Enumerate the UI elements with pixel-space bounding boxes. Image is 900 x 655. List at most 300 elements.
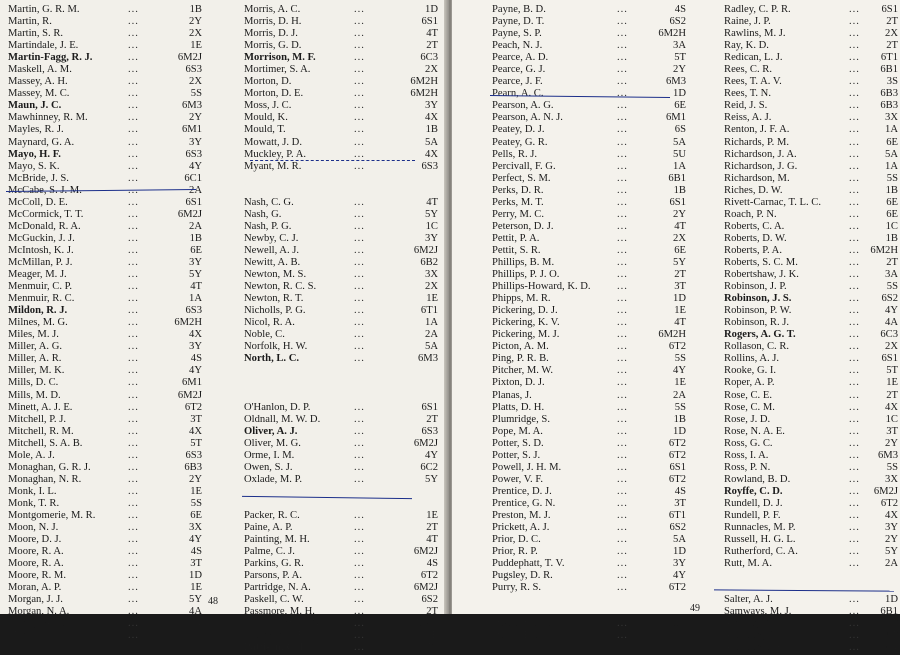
entry-code: 2A bbox=[673, 389, 686, 401]
entry-code: 5S bbox=[190, 88, 202, 100]
dot-leader: ... bbox=[617, 425, 628, 437]
entry-code: 5A bbox=[673, 534, 686, 546]
dot-leader: ... bbox=[617, 124, 628, 136]
entry-code: 5S bbox=[886, 172, 898, 184]
entry-name: Rose, N. A. E. bbox=[724, 425, 785, 437]
dot-leader: ... bbox=[849, 329, 860, 341]
dot-leader: ... bbox=[617, 449, 628, 461]
entry-name: Montgomerie, M. R. bbox=[8, 509, 96, 521]
entry-code: 5Y bbox=[425, 208, 438, 220]
entry-name: Oliver, A. J. bbox=[244, 425, 298, 437]
entry-name: Mildon, R. J. bbox=[8, 305, 68, 317]
dot-leader: ... bbox=[128, 522, 139, 534]
dot-leader: ... bbox=[128, 485, 139, 497]
dot-leader: ... bbox=[128, 618, 139, 630]
dot-leader: ... bbox=[617, 497, 628, 509]
dot-leader: ... bbox=[128, 281, 139, 293]
dot-leader: ... bbox=[849, 341, 860, 353]
entry-code: 4T bbox=[426, 28, 438, 40]
dot-leader: ... bbox=[128, 88, 139, 100]
entry-name: Phillips, P. J. O. bbox=[492, 269, 560, 281]
dot-leader: ... bbox=[354, 606, 365, 618]
dot-leader: ... bbox=[128, 269, 139, 281]
dot-leader: ... bbox=[128, 172, 139, 184]
entry-name: Richards, P. M. bbox=[724, 136, 790, 148]
dot-leader: ... bbox=[354, 329, 365, 341]
entry-code: 4S bbox=[190, 546, 202, 558]
entry-code: 6M3 bbox=[665, 76, 686, 88]
entry-code: 2Y bbox=[885, 534, 898, 546]
entry-code: 6B1 bbox=[880, 64, 898, 76]
entry-code: 6T2 bbox=[668, 341, 686, 353]
entry-code: 5A bbox=[673, 136, 686, 148]
entry-name: Pettit, P. A. bbox=[492, 232, 540, 244]
entry-name: Rees, T. A. V. bbox=[724, 76, 782, 88]
entry-name: O'Hanlon, D. P. bbox=[244, 401, 311, 413]
entry-code: 3A bbox=[673, 40, 686, 52]
entry-name: Nash, P. G. bbox=[244, 220, 292, 232]
entry-code: 5T bbox=[886, 630, 898, 642]
entry-code: 1D bbox=[885, 594, 898, 606]
entry-code: 5U bbox=[673, 618, 686, 630]
entry-code: 2A bbox=[425, 329, 438, 341]
entry-code: 1E bbox=[674, 377, 686, 389]
entry-name: Rawlins, M. J. bbox=[724, 28, 786, 40]
dot-leader: ... bbox=[128, 305, 139, 317]
entry-code: 6M1 bbox=[181, 124, 202, 136]
entry-code: 6S2 bbox=[669, 16, 686, 28]
entry-name: Rooke, G. I. bbox=[724, 365, 777, 377]
entry-name: Pearn, A. C. bbox=[492, 88, 544, 100]
dot-leader: ... bbox=[354, 509, 365, 521]
entry-code: 3Y bbox=[189, 136, 202, 148]
entry-code: 2A bbox=[885, 558, 898, 570]
dot-leader: ... bbox=[354, 40, 365, 52]
dot-leader: ... bbox=[617, 184, 628, 196]
entry-name: Rose, C. E. bbox=[724, 389, 772, 401]
dot-leader: ... bbox=[617, 4, 628, 15]
entry-code: 4S bbox=[426, 558, 438, 570]
entry-code: 5Y bbox=[189, 269, 202, 281]
entry-code: 6M3 bbox=[417, 353, 438, 365]
entry-name: Rogers, A. G. T. bbox=[724, 329, 796, 341]
dot-leader: ... bbox=[128, 353, 139, 365]
dot-leader: ... bbox=[354, 16, 365, 28]
entry-name: McCormick, T. T. bbox=[8, 208, 84, 220]
dot-leader: ... bbox=[354, 401, 365, 413]
entry-name: Mowatt, J. D. bbox=[244, 136, 302, 148]
entry-code: 1E bbox=[886, 377, 898, 389]
dot-leader: ... bbox=[128, 461, 139, 473]
dot-leader: ... bbox=[849, 413, 860, 425]
dot-leader: ... bbox=[617, 437, 628, 449]
entry-code: 4T bbox=[190, 281, 202, 293]
dot-leader: ... bbox=[617, 293, 628, 305]
entry-name: Massey, A. H. bbox=[8, 76, 68, 88]
entry-name: Pope, M. A. bbox=[492, 425, 543, 437]
entry-code: 4T bbox=[426, 196, 438, 208]
entry-code: 1B bbox=[189, 4, 202, 15]
entry-name: Rollins, A. J. bbox=[724, 353, 780, 365]
entry-code: 6S1 bbox=[669, 196, 686, 208]
entry-code: 6M2H bbox=[410, 76, 438, 88]
entry-name: Rees, T. N. bbox=[724, 88, 771, 100]
entry-code: 2Y bbox=[189, 16, 202, 28]
entry-name: Mitchell, S. A. B. bbox=[8, 437, 83, 449]
entry-code: 3T bbox=[674, 281, 686, 293]
entry-code: 1A bbox=[189, 293, 202, 305]
entry-code: 4Y bbox=[189, 534, 202, 546]
entry-code: 6M2H bbox=[870, 244, 898, 256]
entry-code: 2X bbox=[885, 341, 898, 353]
entry-code: 3X bbox=[885, 112, 898, 124]
entry-name: Samways, M. J. bbox=[724, 606, 792, 618]
entry-code: 1D bbox=[673, 546, 686, 558]
dot-leader: ... bbox=[128, 329, 139, 341]
dot-leader: ... bbox=[617, 64, 628, 76]
entry-name: Purry, R. S. bbox=[492, 582, 542, 594]
entry-name: Monk, T. R. bbox=[8, 497, 60, 509]
entry-code: 6C2 bbox=[420, 461, 438, 473]
entry-name: Oxlade, M. P. bbox=[244, 473, 302, 485]
dot-leader: ... bbox=[354, 28, 365, 40]
dot-leader: ... bbox=[849, 630, 860, 642]
entry-name: Payne, B. D. bbox=[492, 4, 546, 15]
entry-name: Morton, D. bbox=[244, 76, 292, 88]
dot-leader: ... bbox=[354, 100, 365, 112]
entry-code: 5S bbox=[674, 630, 686, 642]
entry-name: Ross, I. A. bbox=[724, 449, 769, 461]
entry-code: 3X bbox=[425, 269, 438, 281]
entry-code: 1A bbox=[673, 160, 686, 172]
entry-code: 5S bbox=[886, 461, 898, 473]
dot-leader: ... bbox=[354, 461, 365, 473]
dot-leader: ... bbox=[354, 232, 365, 244]
entry-name: Peatey, D. J. bbox=[492, 124, 545, 136]
entry-code: 6M2H bbox=[410, 88, 438, 100]
entry-name: Robinson, J. S. bbox=[724, 293, 792, 305]
entry-code: 4T bbox=[674, 317, 686, 329]
dot-leader: ... bbox=[849, 4, 860, 15]
entry-code: 4T bbox=[426, 534, 438, 546]
entry-code: 4Y bbox=[425, 449, 438, 461]
entry-code: 4Y bbox=[673, 570, 686, 582]
entry-code: 6S bbox=[674, 124, 686, 136]
dot-leader: ... bbox=[617, 76, 628, 88]
dot-leader: ... bbox=[617, 377, 628, 389]
dot-leader: ... bbox=[617, 485, 628, 497]
dot-leader: ... bbox=[617, 317, 628, 329]
dot-leader: ... bbox=[617, 136, 628, 148]
dot-leader: ... bbox=[617, 522, 628, 534]
entry-code: 2T bbox=[426, 522, 438, 534]
entry-name: Mawhinney, R. M. bbox=[8, 112, 88, 124]
entry-code: 3T bbox=[886, 618, 898, 630]
dot-leader: ... bbox=[354, 413, 365, 425]
entry-code: 2T bbox=[426, 40, 438, 52]
entry-name: Richardson, J. G. bbox=[724, 160, 798, 172]
dot-leader: ... bbox=[128, 136, 139, 148]
dot-leader: ... bbox=[849, 509, 860, 521]
entry-name: Pearson, A. N. J. bbox=[492, 112, 563, 124]
entry-name: Paine, A. P. bbox=[244, 522, 293, 534]
entry-name: Moore, R. A. bbox=[8, 558, 64, 570]
dot-leader: ... bbox=[849, 88, 860, 100]
dot-leader: ... bbox=[617, 461, 628, 473]
entry-code: 6T2 bbox=[668, 437, 686, 449]
entry-name: Payne, D. T. bbox=[492, 16, 545, 28]
entry-name: Renton, J. F. A. bbox=[724, 124, 790, 136]
entry-name: Pickering, K. V. bbox=[492, 317, 560, 329]
entry-name: Painting, M. H. bbox=[244, 534, 310, 546]
entry-name: Newton, R. T. bbox=[244, 293, 304, 305]
dot-leader: ... bbox=[617, 329, 628, 341]
dot-leader: ... bbox=[617, 618, 628, 630]
entry-code: 2X bbox=[189, 76, 202, 88]
entry-code: 5S bbox=[886, 281, 898, 293]
dot-leader: ... bbox=[617, 172, 628, 184]
dot-leader: ... bbox=[354, 522, 365, 534]
entry-code: 4A bbox=[189, 606, 202, 618]
entry-code: 1E bbox=[190, 40, 202, 52]
entry-name: Roberts, D. W. bbox=[724, 232, 787, 244]
entry-name: Picton, A. M. bbox=[492, 341, 549, 353]
entry-code: 6S1 bbox=[185, 196, 202, 208]
entry-code: 4A bbox=[885, 317, 898, 329]
entry-code: 6B2 bbox=[420, 256, 438, 268]
entry-code: 2Y bbox=[885, 437, 898, 449]
dot-leader: ... bbox=[128, 606, 139, 618]
dot-leader: ... bbox=[617, 582, 628, 594]
entry-name: Meager, M. J. bbox=[8, 269, 67, 281]
dot-leader: ... bbox=[849, 594, 860, 606]
entry-name: Mitchell, R. M. bbox=[8, 425, 74, 437]
dot-leader: ... bbox=[849, 377, 860, 389]
entry-code: 5S bbox=[190, 497, 202, 509]
entry-code: 1C bbox=[885, 220, 898, 232]
entry-code: 2Y bbox=[189, 112, 202, 124]
dot-leader: ... bbox=[128, 76, 139, 88]
dot-leader: ... bbox=[128, 497, 139, 509]
entry-code: 6M2J bbox=[873, 485, 898, 497]
dot-leader: ... bbox=[354, 52, 365, 64]
dot-leader: ... bbox=[354, 64, 365, 76]
entry-code: 1E bbox=[426, 293, 438, 305]
entry-name: Passmore, M. H. bbox=[244, 606, 315, 618]
dot-leader: ... bbox=[128, 582, 139, 594]
dot-leader: ... bbox=[617, 52, 628, 64]
entry-name: Ross, G. C. bbox=[724, 437, 773, 449]
entry-name: Ping, P. R. B. bbox=[492, 353, 549, 365]
entry-code: 6T2 bbox=[668, 449, 686, 461]
entry-code: 6S3 bbox=[185, 64, 202, 76]
dot-leader: ... bbox=[128, 570, 139, 582]
entry-name: Moore, D. J. bbox=[8, 534, 62, 546]
entry-name: Maskell, A. M. bbox=[8, 64, 72, 76]
entry-code: 5A bbox=[425, 136, 438, 148]
entry-name: Mills, M. D. bbox=[8, 389, 61, 401]
dot-leader: ... bbox=[128, 244, 139, 256]
entry-name: Miles, M. J. bbox=[8, 329, 59, 341]
dot-leader: ... bbox=[354, 618, 365, 630]
entry-code: 6S1 bbox=[881, 353, 898, 365]
dot-leader: ... bbox=[128, 389, 139, 401]
dot-leader: ... bbox=[128, 546, 139, 558]
dot-leader: ... bbox=[617, 28, 628, 40]
entry-name: Platts, D. H. bbox=[492, 401, 545, 413]
entry-code: 3Y bbox=[189, 341, 202, 353]
entry-code: 2A bbox=[189, 184, 202, 196]
entry-name: Mould, T. bbox=[244, 124, 286, 136]
dot-leader: ... bbox=[128, 208, 139, 220]
entry-name: Payne, S. P. bbox=[492, 28, 542, 40]
entry-code: 1D bbox=[673, 88, 686, 100]
entry-name: Mould, K. bbox=[244, 112, 288, 124]
entry-code: 5Y bbox=[189, 594, 202, 606]
entry-name: Oldnall, M. W. D. bbox=[244, 413, 321, 425]
entry-name: Nash, G. bbox=[244, 208, 282, 220]
dot-leader: ... bbox=[354, 124, 365, 136]
entry-name: Partridge, N. A. bbox=[244, 582, 311, 594]
dot-leader: ... bbox=[354, 642, 365, 654]
entry-code: 5T bbox=[674, 52, 686, 64]
dot-leader: ... bbox=[128, 509, 139, 521]
dot-leader: ... bbox=[354, 281, 365, 293]
dot-leader: ... bbox=[617, 88, 628, 100]
entry-code: 3T bbox=[190, 413, 202, 425]
entry-code: 6M2H bbox=[658, 28, 686, 40]
dot-leader: ... bbox=[354, 244, 365, 256]
dot-leader: ... bbox=[128, 317, 139, 329]
entry-code: 1D bbox=[425, 4, 438, 15]
dot-leader: ... bbox=[354, 630, 365, 642]
dot-leader: ... bbox=[128, 28, 139, 40]
entry-name: Roper, A. P. bbox=[724, 377, 775, 389]
entry-code: 6M2J bbox=[413, 437, 438, 449]
dot-leader: ... bbox=[354, 256, 365, 268]
entry-name: Robinson, R. J. bbox=[724, 317, 790, 329]
dot-leader: ... bbox=[849, 196, 860, 208]
dot-leader: ... bbox=[354, 437, 365, 449]
entry-name: Morton, D. E. bbox=[244, 88, 304, 100]
entry-name: Puddephatt, T. V. bbox=[492, 558, 565, 570]
dot-leader: ... bbox=[617, 389, 628, 401]
entry-code: 6M2H bbox=[410, 618, 438, 630]
entry-name: Morris, G. D. bbox=[244, 40, 302, 52]
dot-leader: ... bbox=[354, 76, 365, 88]
dot-leader: ... bbox=[849, 184, 860, 196]
entry-code: 1B bbox=[885, 184, 898, 196]
entry-name: Salter, A. J. bbox=[724, 594, 773, 606]
entry-code: 3Y bbox=[189, 630, 202, 642]
entry-name: Rees, C. R. bbox=[724, 64, 772, 76]
entry-code: 1A bbox=[425, 317, 438, 329]
entry-name: Prentice, G. N. bbox=[492, 497, 556, 509]
entry-name: Palme, C. J. bbox=[244, 546, 295, 558]
entry-code: 6E bbox=[190, 509, 202, 521]
dot-leader: ... bbox=[849, 401, 860, 413]
entry-name: Phillips-Howard, K. D. bbox=[492, 281, 591, 293]
entry-name: Royffe, C. D. bbox=[724, 485, 783, 497]
entry-name: Phipps, M. R. bbox=[492, 293, 551, 305]
entry-name: Orme, I. M. bbox=[244, 449, 295, 461]
entry-code: 3Y bbox=[189, 256, 202, 268]
entry-code: 6B3 bbox=[880, 88, 898, 100]
entry-name: Robinson, P. W. bbox=[724, 305, 792, 317]
entry-name: Perks, M. T. bbox=[492, 196, 544, 208]
entry-code: 4Y bbox=[189, 365, 202, 377]
dot-leader: ... bbox=[354, 582, 365, 594]
entry-code: 4S bbox=[674, 485, 686, 497]
entry-name: Moore, R. M. bbox=[8, 570, 66, 582]
entry-name: Quartermaine, J. P. bbox=[492, 618, 573, 630]
entry-name: Roberts, P. A. bbox=[724, 244, 782, 256]
entry-code: 1C bbox=[425, 220, 438, 232]
entry-name: Plumridge, S. bbox=[492, 413, 550, 425]
entry-name: Richardson, M. bbox=[724, 172, 790, 184]
dot-leader: ... bbox=[617, 281, 628, 293]
entry-code: 1E bbox=[674, 305, 686, 317]
dot-leader: ... bbox=[128, 473, 139, 485]
dot-leader: ... bbox=[617, 341, 628, 353]
entry-name: Rose, J. D. bbox=[724, 413, 771, 425]
entry-name: Saunders, C. bbox=[724, 630, 778, 642]
entry-name: Peatey, G. R. bbox=[492, 136, 548, 148]
entry-name: Moran, A. P. bbox=[8, 582, 62, 594]
dot-leader: ... bbox=[354, 594, 365, 606]
entry-name: Rollason, C. R. bbox=[724, 341, 790, 353]
dot-leader: ... bbox=[128, 558, 139, 570]
entry-name: Preston, M. J. bbox=[492, 509, 551, 521]
entry-code: 6T1 bbox=[420, 305, 438, 317]
entry-name: Rundell, D. J. bbox=[724, 497, 783, 509]
dot-leader: ... bbox=[128, 425, 139, 437]
dot-leader: ... bbox=[849, 52, 860, 64]
dot-leader: ... bbox=[849, 281, 860, 293]
entry-code: 4X bbox=[885, 642, 898, 654]
dot-leader: ... bbox=[849, 112, 860, 124]
dot-leader: ... bbox=[849, 16, 860, 28]
entry-name: Reid, J. S. bbox=[724, 100, 768, 112]
dot-leader: ... bbox=[128, 256, 139, 268]
entry-code: 6E bbox=[674, 244, 686, 256]
entry-name: Pitcher, M. W. bbox=[492, 365, 554, 377]
entry-code: 6S3 bbox=[185, 449, 202, 461]
entry-name: Monk, I. L. bbox=[8, 485, 57, 497]
dot-leader: ... bbox=[128, 341, 139, 353]
entry-code: 5U bbox=[673, 148, 686, 160]
dot-leader: ... bbox=[617, 148, 628, 160]
dot-leader: ... bbox=[128, 112, 139, 124]
dot-leader: ... bbox=[849, 40, 860, 52]
entry-name: Pearce, A. D. bbox=[492, 52, 549, 64]
entry-code: 1C bbox=[885, 413, 898, 425]
dot-leader: ... bbox=[849, 437, 860, 449]
page-left bbox=[0, 0, 448, 654]
entry-name: Martin, G. R. M. bbox=[8, 4, 80, 15]
entry-code: 6T2 bbox=[668, 582, 686, 594]
entry-name: Phillips, B. M. bbox=[492, 256, 555, 268]
entry-code: 3X bbox=[189, 618, 202, 630]
entry-name: Miller, M. K. bbox=[8, 365, 65, 377]
dot-leader: ... bbox=[354, 558, 365, 570]
entry-code: 3A bbox=[885, 269, 898, 281]
entry-code: 6E bbox=[426, 630, 438, 642]
dot-leader: ... bbox=[128, 365, 139, 377]
entry-code: 5S bbox=[674, 353, 686, 365]
entry-name: Morris, D. H. bbox=[244, 16, 302, 28]
entry-code: 6M3 bbox=[181, 100, 202, 112]
